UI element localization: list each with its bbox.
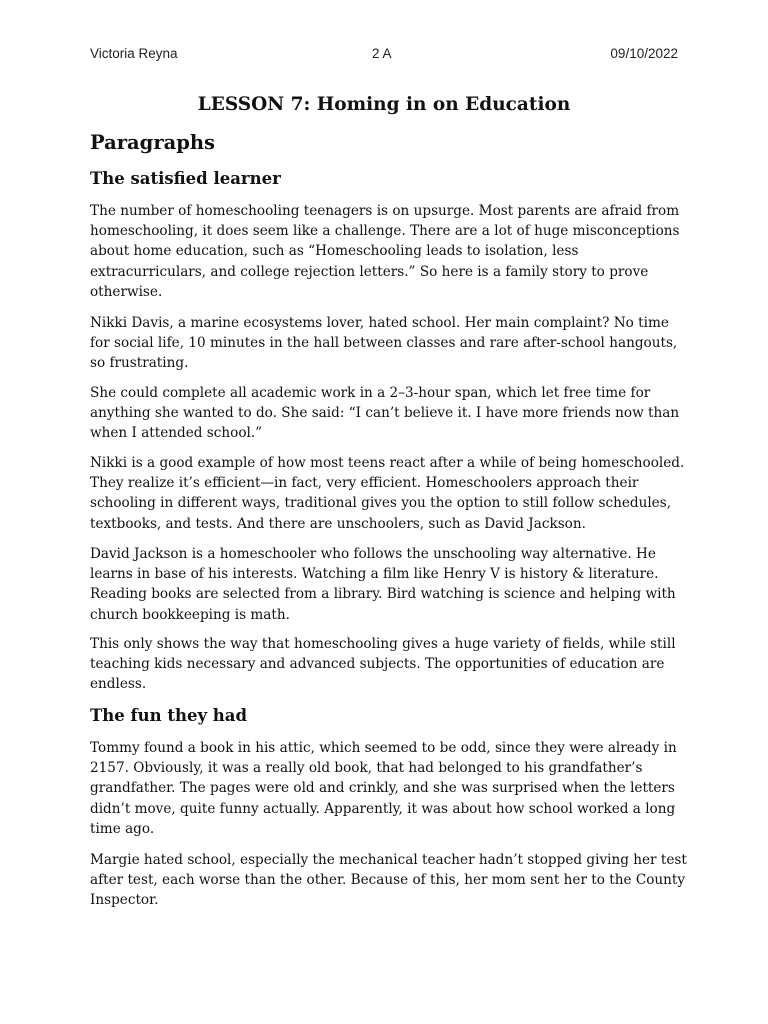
text-line: grandfather. The pages were old and crinkly, and she was surprised when the letters: [90, 780, 675, 797]
text-line: endless.: [90, 676, 147, 693]
text-line: Margie hated school, especially the mechanical teacher hadn’t stopped giving her test: [90, 852, 687, 868]
paragraph: [90, 738, 678, 839]
text-line: so frustrating.: [90, 355, 189, 372]
text-line: extracurriculars, and college rejection letters.” So here is a family story to prove: [90, 263, 649, 280]
text-line: Nikki Davis, a marine ecosystems lover, hated school. Her main complaint? No time: [90, 315, 669, 331]
class-label: 2 A: [372, 46, 392, 61]
text-line: when I attended school.”: [90, 425, 263, 442]
text-line: teaching kids necessary and advanced subjects. The opportunities of education are: [90, 656, 665, 673]
text-line: after test, each worse than the other. Because of this, her mom sent her to the County: [90, 872, 686, 889]
text-line: anything she wanted to do. She said: “I can’t believe it. I have more friends now than: [90, 405, 680, 422]
text-line: 2157. Obviously, it was a really old book, that had belonged to his grandfather’s: [90, 760, 643, 777]
text-line: Reading books are selected from a library. Bird watching is science and helping with: [90, 586, 676, 603]
text-line: Tommy found a book in his attic, which seemed to be odd, since they were already in: [90, 740, 677, 756]
paragraph: [90, 201, 678, 302]
text-line: about home education, such as “Homeschooling leads to isolation, less: [90, 243, 579, 260]
lesson-title: LESSON 7: Homing in on Education: [197, 94, 571, 115]
paragraph: [90, 313, 678, 374]
text-line: Inspector.: [90, 892, 159, 909]
text-line: otherwise.: [90, 283, 163, 300]
section-heading: Paragraphs: [90, 131, 216, 154]
page-header: [90, 46, 678, 66]
text-line: church bookkeeping is math.: [90, 606, 290, 623]
text-line: textbooks, and tests. And there are unschoolers, such as David Jackson.: [90, 515, 586, 532]
text-line: She could complete all academic work in a 2–3-hour span, which let free time for: [90, 385, 651, 401]
paragraph: [90, 634, 678, 695]
text-line: for social life, 10 minutes in the hall between classes and rare after-school hangouts,: [90, 335, 678, 352]
paragraph: [90, 453, 685, 534]
text-line: time ago.: [90, 820, 155, 837]
text-line: They realize it’s efficient—in fact, very efficient. Homeschoolers approach their: [90, 475, 639, 492]
text-line: Nikki is a good example of how most teens react after a while of being homeschooled.: [90, 455, 685, 471]
text-line: This only shows the way that homeschooling gives a huge variety of fields, while still: [90, 636, 676, 652]
subheading-fun-they-had: The fun they had: [90, 706, 248, 725]
text-line: didn’t move, quite funny actually. Apparently, it was about how school worked a long: [90, 800, 676, 817]
text-line: homeschooling, it does seem like a challenge. There are a lot of huge misconceptions: [90, 223, 680, 240]
text-line: learns in base of his interests. Watching a film like Henry V is history & literature.: [90, 566, 659, 583]
header-date: 09/10/2022: [610, 46, 678, 61]
paragraph: [90, 544, 678, 625]
paragraph: [90, 383, 678, 444]
text-line: The number of homeschooling teenagers is on upsurge. Most parents are afraid from: [90, 203, 680, 219]
author-name: Victoria Reyna: [90, 46, 178, 61]
text-line: schooling in different ways, traditional gives you the option to still follow schedules,: [90, 495, 672, 512]
text-line: David Jackson is a homeschooler who follows the unschooling way alternative. He: [90, 546, 656, 562]
subheading-satisfied-learner: The satisfied learner: [90, 169, 281, 188]
paragraph: [90, 850, 687, 911]
